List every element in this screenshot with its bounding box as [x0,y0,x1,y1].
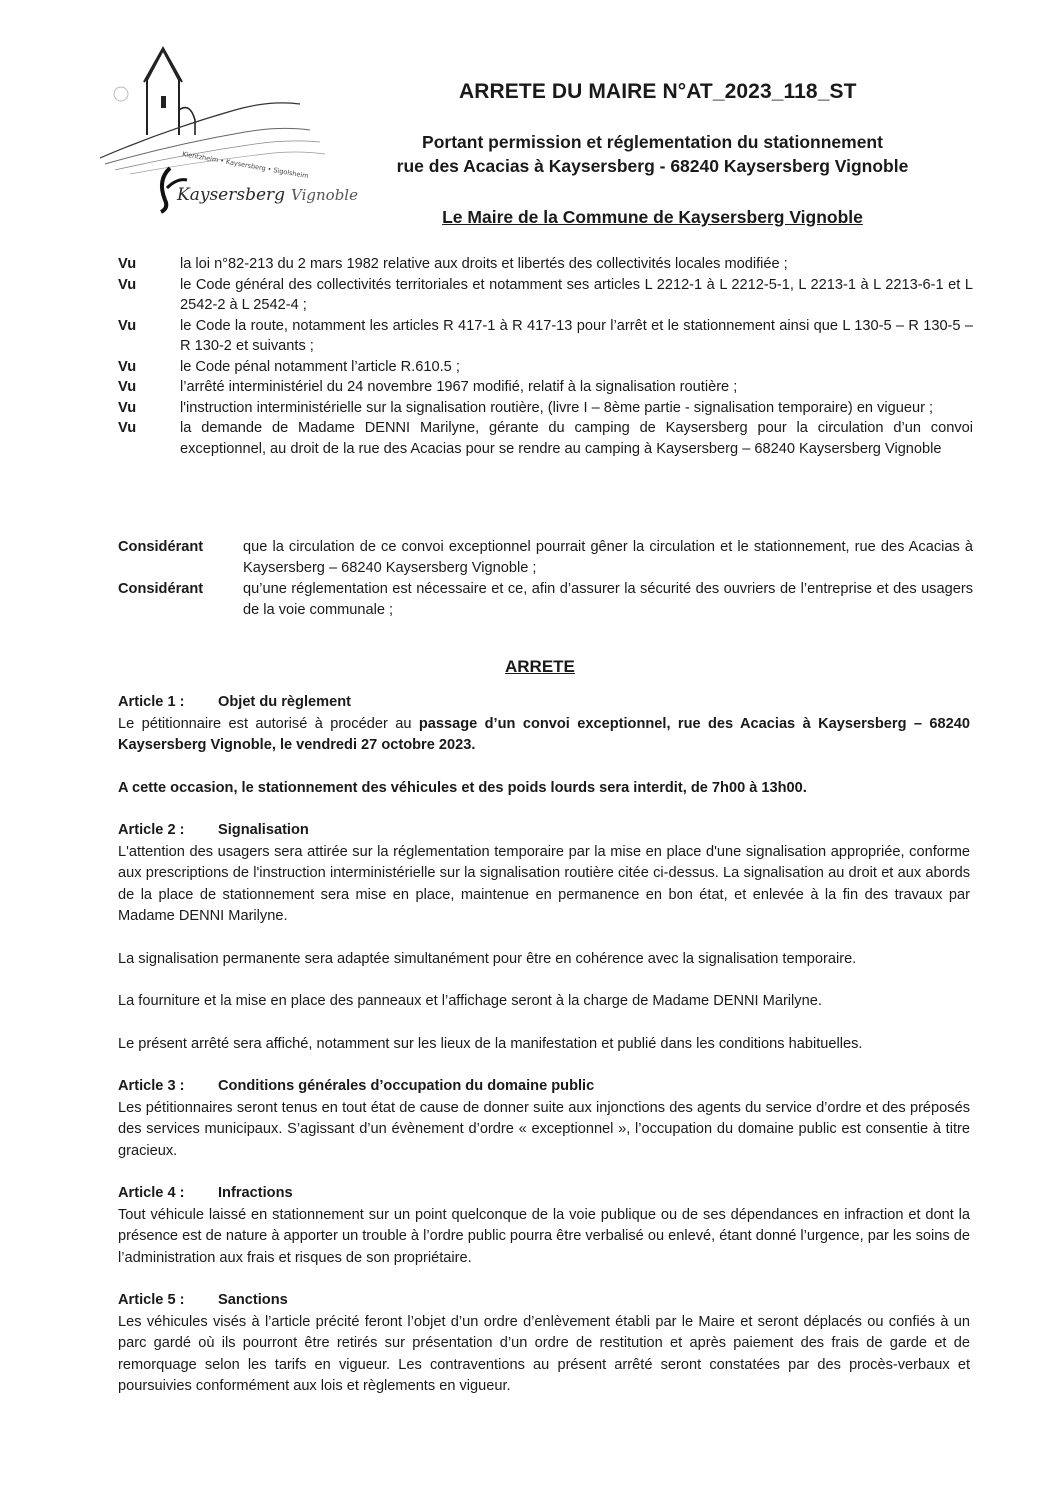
arrete-heading: ARRETE [505,657,575,676]
vu-list [118,254,973,459]
article-3-heading [118,1076,970,1098]
vu-item [118,398,973,419]
article-2-paragraph: L'attention des usagers sera attirée sur la réglementation temporaire par la mise en place d'une signalisation appropriée, conforme aux prescriptions de l'instruction interministérielle sur la signalisation routière citée ci-dessus. La signalisation au droit et aux abords de la place de stationnement sera mise en place, maintenue en permanence en bon état, et enlevée à la fin des travaux par Madame DENNI Marilyne. [118,843,970,924]
article-5-heading [118,1290,970,1312]
vu-item [118,275,973,316]
article-1-bold-restriction: A cette occasion, le stationnement des véhicules et des poids lourds sera interdit, de 7h00 à 13h00. [118,779,807,796]
vu-label: Vu [118,358,137,375]
vu-label: Vu [118,399,137,416]
considerant-item [118,537,973,579]
vu-item [118,254,973,275]
article-1-heading [118,692,970,714]
article-4-paragraph: Tout véhicule laissé en stationnement sur un point quelconque de la voie publique ou de ses dépendances en infraction et dont la présence est de nature à apporter un trouble à l’ordre public pourra être verbalisé ou enlevé, étant donné l’urgence, par les soins de l’administration aux frais et risques de son propriétaire. [118,1206,970,1266]
article-number: Article 2 : [118,822,185,838]
vu-text: la loi n°82-213 du 2 mars 1982 relative aux droits et libertés des collectivités locales modifiée ; [180,256,788,272]
vu-label: Vu [118,379,137,395]
article-2-heading [118,820,970,842]
vu-item [118,316,973,357]
article-number: Article 5 : [118,1292,185,1308]
article-2-paragraph: Le présent arrêté sera affiché, notamment sur les lieux de la manifestation et publié dans les conditions habituelles. [118,1035,863,1052]
article-5-paragraph: Les véhicules visés à l’article précité feront l’objet d’un ordre d’enlèvement établi par le Maire et seront déplacés ou confiés à un parc gardé où ils pourront être retirés sur présentation d’un ordre de restitution et après paiement des frais de garde et de remorquage selon les tarifs en vigueur. Les contraventions au présent arrêté seront constatées par des procès-verbaux et poursuivies conformément aux lois et règlements en vigueur. [118,1313,970,1394]
vu-text: le Code la route, notamment les articles R 417-1 à R 417-13 pour l’arrêt et le stationnement ainsi que L 130-5 – R 130-5 – R 130-2 et suivants ; [180,317,973,354]
article-title: Conditions générales d’occupation du domaine public [218,1078,595,1094]
article-1-text: Le pétitionnaire est autorisé à procéder au [118,715,419,732]
vu-text: l’arrêté interministériel du 24 novembre 1967 modifié, relatif à la signalisation routière ; [180,379,738,395]
subtitle-line-2: rue des Acacias à Kaysersberg - 68240 Kaysersberg Vignoble [396,156,909,176]
vu-text: l'instruction interministérielle sur la signalisation routière, (livre I – 8ème partie - signalisation temporaire) en vigueur ; [180,399,934,416]
article-1-bold-text: passage d’un convoi exceptionnel, rue des Acacias à Kaysersberg – 68240 Kaysersberg Vignoble, le vendredi 27 octobre 2023. [118,715,970,753]
vu-label: Vu [118,256,137,272]
vu-item [118,418,973,459]
vu-text: le Code pénal notamment l’article R.610.5 ; [180,358,460,375]
article-1-paragraph-2 [118,778,970,800]
considerant-list [118,537,973,621]
article-title: Objet du règlement [218,694,351,710]
vu-label: Vu [118,317,137,334]
article-1-paragraph [118,714,970,757]
vu-label: Vu [118,276,137,293]
article-2-paragraph: La fourniture et la mise en place des panneaux et l’affichage seront à la charge de Madame DENNI Marilyne. [118,993,822,1009]
document-title: ARRETE DU MAIRE N°AT_2023_118_ST [459,80,857,103]
considerant-label: Considérant [118,539,204,555]
vu-item [118,377,973,398]
logo-word-vignoble: Vignoble [291,186,358,204]
article-number: Article 1 : [118,694,185,710]
considerant-text: qu’une réglementation est nécessaire et ce, afin d’assurer la sécurité des ouvriers de l’entreprise et des usagers de la voie communale ; [243,581,973,618]
logo-wordmark [177,185,358,205]
article-number: Article 4 : [118,1185,185,1201]
logo-word: Kaysersberg [177,185,286,205]
article-3-paragraph: Les pétitionnaires seront tenus en tout état de cause de donner suite aux injonctions des agents du service d’ordre et des préposés des services municipaux. S’agissant d’un évènement d’ordre « exceptionnel », l’occupation du domaine public est consentie à titre gracieux. [118,1099,970,1159]
vu-text: la demande de Madame DENNI Marilyne, gérante du camping de Kaysersberg pour la circulation d’un convoi exceptionnel, au droit de la rue des Acacias pour se rendre au camping à Kaysersberg – 68240 Kaysersberg Vignoble [180,420,973,457]
vu-item [118,357,973,378]
logo-villages-text: Kientzheim • Kaysersberg • Sigolsheim [181,150,310,181]
article-2-paragraph: La signalisation permanente sera adaptée simultanément pour être en cohérence avec la signalisation temporaire. [118,950,857,967]
considerant-item [118,579,973,621]
considerant-label: Considérant [118,581,204,597]
subtitle-line-1: Portant permission et réglementation du stationnement [422,132,883,152]
vu-label: Vu [118,420,137,436]
maire-heading: Le Maire de la Commune de Kaysersberg Vignoble [442,207,863,227]
document-subtitle [385,130,920,178]
article-title: Infractions [218,1185,293,1201]
vu-text: le Code général des collectivités territoriales et notamment ses articles L 2212-1 à L 2212-5-1, L 2213-1 à L 2213-6-1 et L 2542-2 à L 2542-4 ; [180,276,973,313]
articles-body [118,692,970,1398]
municipality-logo [95,40,358,220]
article-4-heading [118,1183,970,1205]
considerant-text: que la circulation de ce convoi exceptionnel pourrait gêner la circulation et le stationnement, rue des Acacias à Kaysersberg – 68240 Kaysersberg Vignoble ; [243,539,973,576]
article-number: Article 3 : [118,1078,185,1094]
article-title: Signalisation [218,822,309,838]
article-title: Sanctions [218,1292,288,1308]
